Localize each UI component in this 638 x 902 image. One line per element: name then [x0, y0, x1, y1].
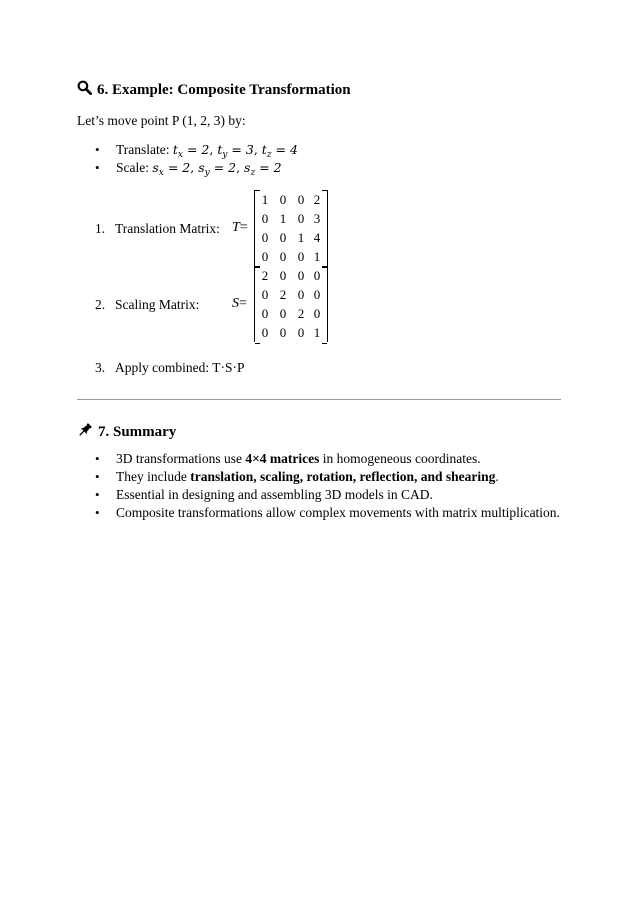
step-number: 1. [95, 221, 106, 236]
section-6-title: 6. Example: Composite Transformation [97, 81, 351, 98]
equals-sign: = [239, 220, 248, 235]
list-item [95, 160, 395, 178]
bullet-dot: • [95, 469, 100, 484]
step-text: Apply combined: T·S·P [115, 360, 245, 375]
matrix-s-label [232, 296, 247, 312]
step-text: Scaling Matrix: [115, 297, 200, 312]
matrix-cell: 0 [297, 211, 305, 226]
matrix-cell: 2 [313, 192, 321, 207]
matrix-cell: 0 [279, 325, 287, 340]
pushpin-icon [77, 422, 93, 443]
scaling-matrix [254, 266, 328, 342]
matrix-cell: 0 [279, 249, 287, 264]
section-7-heading [77, 422, 176, 443]
summary-text: in homogeneous coordinates. [319, 451, 481, 466]
scale-values: $s_x = 2$, $s_y = 2$, $s_z = 2$ [152, 160, 282, 178]
matrix-cell: 0 [261, 306, 269, 321]
matrix-cell: 0 [313, 268, 321, 283]
summary-bold: 4×4 matrices [245, 451, 320, 466]
list-item [95, 451, 555, 469]
matrix-cell: 1 [297, 230, 305, 245]
summary-text: Essential in designing and assembling 3D models in CAD. [116, 487, 433, 502]
summary-text: . [495, 469, 499, 484]
matrix-cell: 0 [261, 249, 269, 264]
matrix-cell: 0 [261, 287, 269, 302]
matrix-cell: 0 [297, 249, 305, 264]
matrix-cell: 0 [297, 268, 305, 283]
matrix-cell: 3 [313, 211, 321, 226]
matrix-cell: 0 [279, 268, 287, 283]
summary-text: They include [116, 469, 191, 484]
equals-sign: = [239, 296, 247, 311]
bullet-dot: • [95, 160, 100, 175]
step-3 [95, 360, 295, 378]
summary-bold: translation, scaling, rotation, reflection, and shearing [190, 469, 496, 484]
matrix-cell: 1 [313, 325, 321, 340]
matrix-cell: 0 [261, 325, 269, 340]
summary-text: Composite transformations allow complex movements with matrix multiplication. [116, 505, 560, 520]
step-number: 2. [95, 297, 106, 312]
section-6-heading [77, 80, 351, 100]
matrix-cell: 2 [279, 287, 287, 302]
bullet-dot: • [95, 142, 100, 157]
step-number: 3. [95, 360, 106, 375]
matrix-cell: 1 [261, 192, 269, 207]
list-item [95, 487, 555, 505]
list-item [95, 142, 395, 160]
matrix-cell: 0 [261, 211, 269, 226]
matrix-cell: 0 [313, 287, 321, 302]
bullet-dot: • [95, 451, 100, 466]
section-7-title: 7. Summary [98, 424, 177, 440]
bullet-label: Scale: [116, 160, 153, 175]
matrix-cell: 0 [279, 192, 287, 207]
matrix-cell: 0 [297, 192, 305, 207]
bullet-label: Translate: [116, 142, 173, 157]
matrix-cell: 0 [279, 306, 287, 321]
translate-values: $t_x = 2$, $t_y = 3$, $t_z = 4$ [172, 142, 298, 160]
matrix-cell: 1 [313, 249, 321, 264]
matrix-symbol: S [232, 296, 239, 311]
matrix-cell: 2 [261, 268, 269, 283]
translation-matrix [254, 190, 328, 266]
step-text: Translation Matrix: [115, 221, 220, 236]
matrix-cell: 0 [313, 306, 321, 321]
matrix-cell: 0 [261, 230, 269, 245]
summary-text: 3D transformations use [116, 451, 246, 466]
matrix-cell: 0 [279, 230, 287, 245]
magnifier-icon [77, 80, 92, 100]
bullet-dot: • [95, 487, 100, 502]
matrix-cell: 0 [297, 287, 305, 302]
matrix-cell: 0 [297, 325, 305, 340]
horizontal-divider [77, 399, 561, 400]
matrix-symbol: T [232, 220, 240, 235]
list-item [95, 505, 560, 523]
step-1 [95, 221, 255, 239]
step-2 [95, 297, 255, 315]
list-item [95, 469, 555, 487]
matrix-cell: 4 [313, 230, 321, 245]
matrix-cell: 1 [279, 211, 287, 226]
matrix-cell: 2 [297, 306, 305, 321]
matrix-t-label [232, 220, 248, 236]
section-6-intro: Let’s move point P (1, 2, 3) by: [77, 113, 246, 128]
bullet-dot: • [95, 505, 100, 520]
